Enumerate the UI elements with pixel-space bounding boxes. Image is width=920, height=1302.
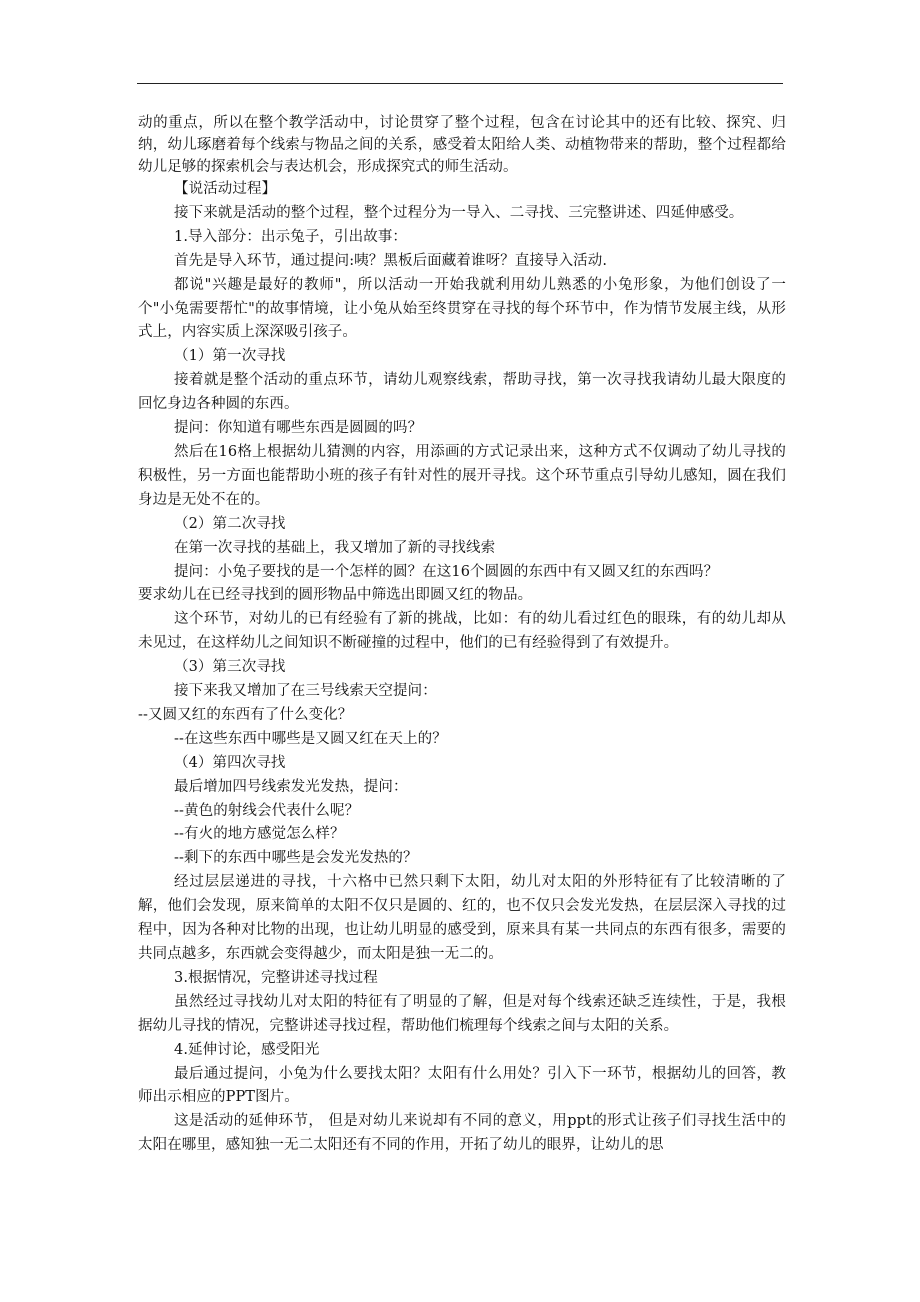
subsection-heading: 3.根据情况，完整讲述寻找过程	[174, 969, 378, 986]
paragraph: 要求幼儿在已经寻找到的圆形物品中筛选出即圆又红的物品。	[138, 587, 533, 604]
subsection-heading: （1）第一次寻找	[174, 348, 286, 365]
list-item: --又圆又红的东西有了什么变化？	[138, 706, 353, 723]
subsection-heading: 4.延伸讨论，感受阳光	[174, 1041, 320, 1058]
subsection-heading: （4）第四次寻找	[174, 754, 286, 771]
list-item: --黄色的射线会代表什么呢？	[174, 802, 360, 819]
paragraph: 在第一次寻找的基础上，我又增加了新的寻找线索	[174, 539, 496, 556]
subsection-heading: （3）第三次寻找	[174, 659, 286, 676]
paragraph: 这是活动的延伸环节， 但是对幼儿来说却有不同的意义，用ppt的形式让孩子们寻找生活中的太阳在哪里，感知独一无二太阳还有不同的作用，开拓了幼儿的眼界，让幼儿的思	[138, 1113, 786, 1154]
subsection-heading: （2）第二次寻找	[174, 515, 286, 532]
header-rule	[137, 83, 783, 84]
paragraph: 提问：小兔子要找的是一个怎样的圆？在这16个圆圆的东西中有又圆又红的东西吗？	[174, 563, 719, 580]
paragraph: 虽然经过寻找幼儿对太阳的特征有了明显的了解，但是对每个线索还缺乏连续性，于是，我根据幼儿寻找的情况，完整讲述寻找过程，帮助他们梳理每个线索之间与太阳的关系。	[138, 993, 786, 1034]
paragraph: 接下来就是活动的整个过程，整个过程分为一导入、二寻找、三完整讲述、四延伸感受。	[174, 204, 744, 221]
paragraph: 提问：你知道有哪些东西是圆圆的吗？	[174, 420, 423, 437]
paragraph: 接下来我又增加了在三号线索天空提问：	[174, 683, 437, 700]
paragraph: 首先是导入环节，通过提问:咦？黑板后面藏着谁呀？直接导入活动.	[174, 252, 608, 269]
paragraph: 这个环节，对幼儿的已有经验有了新的挑战，比如：有的幼儿看过红色的眼珠，有的幼儿却从未见过，在这样幼儿之间知识不断碰撞的过程中，他们的已有经验得到了有效提升。	[138, 611, 786, 652]
paragraph: 最后通过提问，小兔为什么要找太阳？太阳有什么用处？引入下一环节，根据幼儿的回答，教师出示相应的PPT图片。	[138, 1065, 786, 1106]
paragraph: 经过层层递进的寻找，十六格中已然只剩下太阳，幼儿对太阳的外形特征有了比较清晰的了解，他们会发现，原来简单的太阳不仅只是圆的、红的，也不仅只会发光发热，在层层深入寻找的过程中，因为各种对比物的出现，也让幼儿明显的感受到，原来具有某一共同点的东西有很多，需要的共同点越多，东西就会变得越少，而太阳是独一无二的。	[138, 874, 786, 962]
list-item: --在这些东西中哪些是又圆又红在天上的？	[174, 730, 447, 747]
list-item: --有火的地方感觉怎么样？	[174, 826, 345, 843]
list-item: --剩下的东西中哪些是会发光发热的？	[174, 850, 418, 867]
paragraph: 接着就是整个活动的重点环节，请幼儿观察线索，帮助寻找，第一次寻找我请幼儿最大限度的回忆身边各种圆的东西。	[138, 372, 786, 413]
section-heading: 【说活动过程】	[174, 181, 277, 197]
subsection-heading: 1.导入部分：出示兔子，引出故事：	[174, 228, 408, 245]
paragraph: 最后增加四号线索发光发热，提问：	[174, 778, 408, 795]
document-body	[138, 112, 786, 1158]
paragraph: 动的重点，所以在整个教学活动中，讨论贯穿了整个过程，包含在讨论其中的还有比较、探究、归纳，幼儿琢磨着每个线索与物品之间的关系，感受着太阳给人类、动植物带来的帮助，整个过程都给幼儿足够的探索机会与表达机会，形成探究式的师生活动。	[138, 115, 786, 175]
paragraph: 都说"兴趣是最好的教师"，所以活动一开始我就利用幼儿熟悉的小兔形象，为他们创设了一个"小兔需要帮忙"的故事情境，让小兔从始至终贯穿在寻找的每个环节中，作为情节发展主线，从形式上，内容实质上深深吸引孩子。	[138, 276, 786, 341]
paragraph: 然后在16格上根据幼儿猜测的内容，用添画的方式记录出来，这种方式不仅调动了幼儿寻找的积极性，另一方面也能帮助小班的孩子有针对性的展开寻找。这个环节重点引导幼儿感知，圆在我们身边是无处不在的。	[138, 443, 786, 508]
